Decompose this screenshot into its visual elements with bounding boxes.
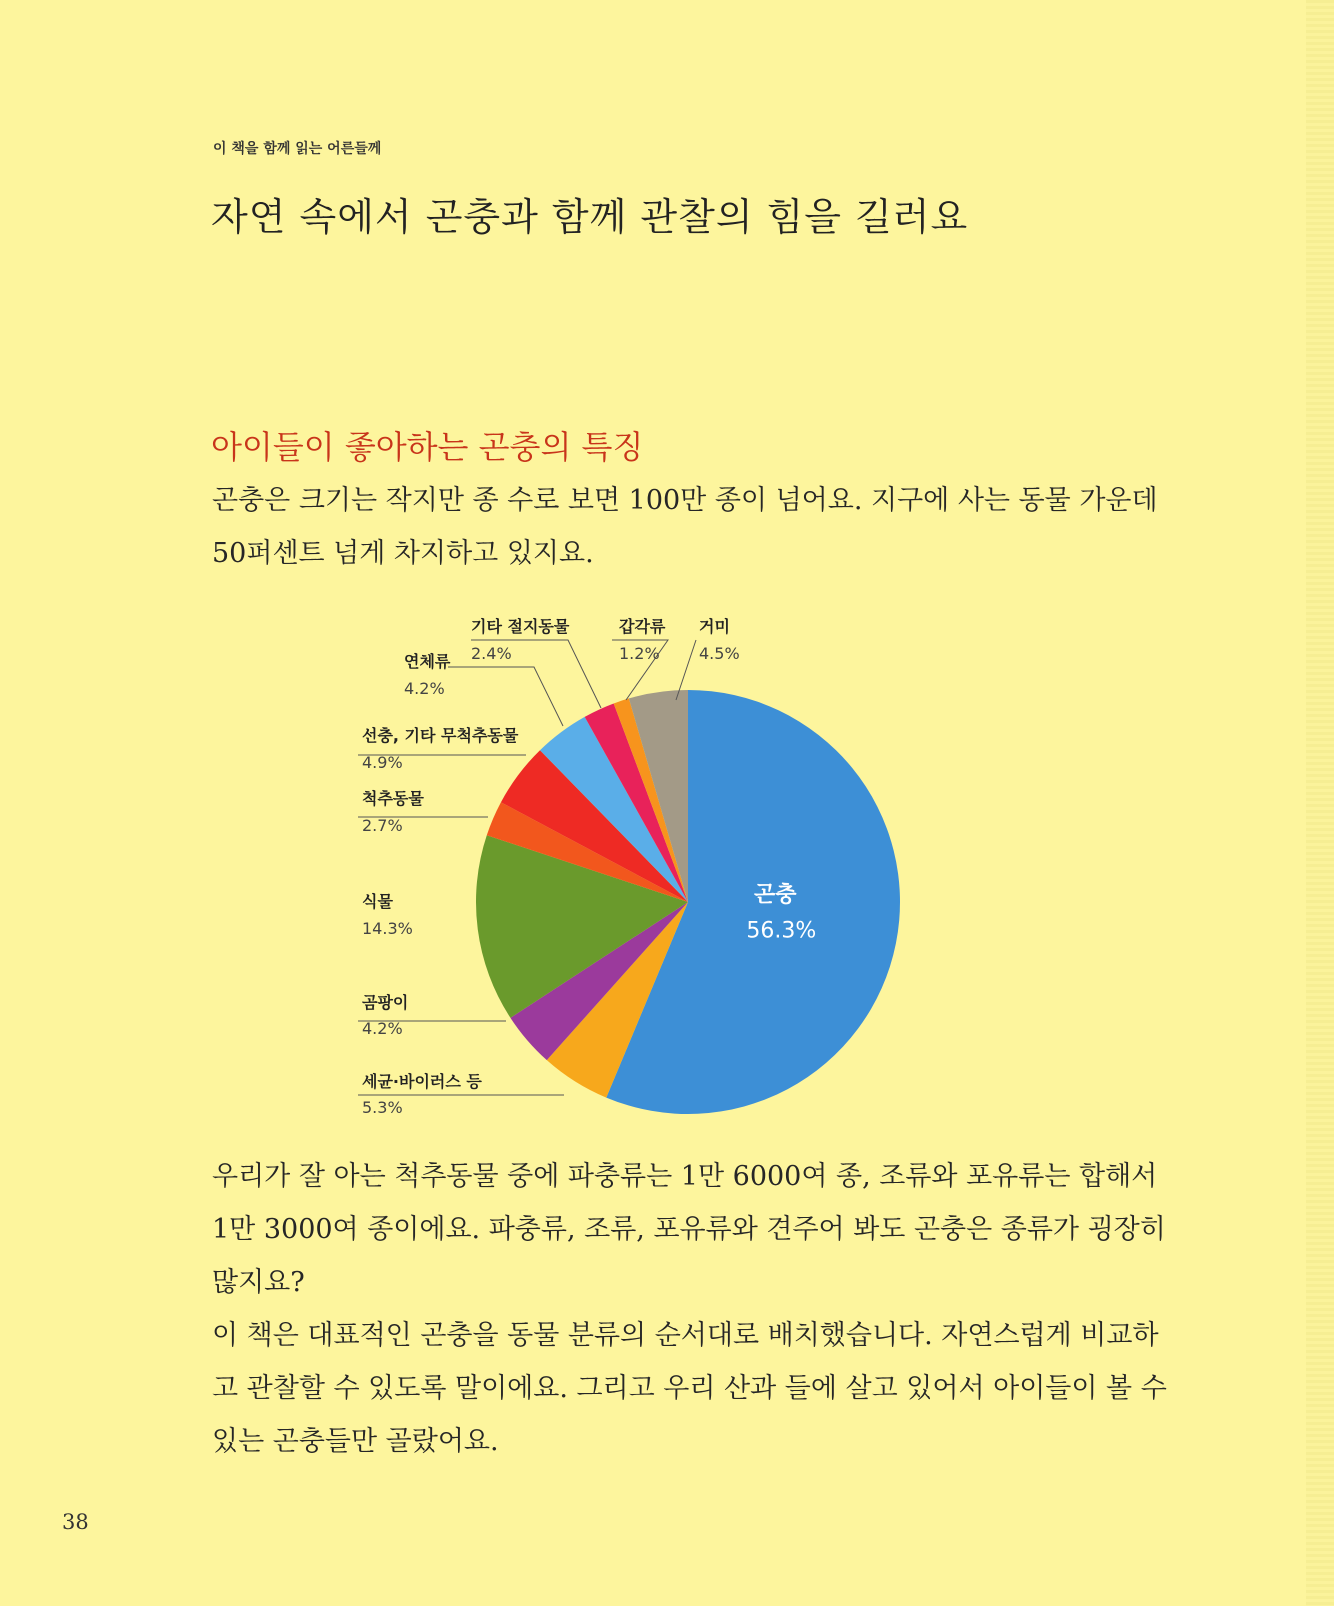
slice-label-value: 1.2% [619,644,660,663]
slice-label-name: 선충, 기타 무척추동물 [362,726,519,745]
intro-text: 곤충은 크기는 작지만 종 수로 보면 100만 종이 넘어요. 지구에 사는 동물 가운데 50퍼센트 넘게 차지하고 있지요. [212,485,1158,569]
page-title: 자연 속에서 곤충과 함께 관찰의 힘을 길러요 [211,195,969,239]
slice-label-name: 거미 [699,617,730,636]
body-text-1: 우리가 잘 아는 척추동물 중에 파충류는 1만 6000여 종, 조류와 포유류는 합해서 1만 3000여 종이에요. 파충류, 조류, 포유류와 견주어 봐도 곤충은 종류가 굉장히 많지요? [212,1161,1166,1298]
slice-label-name: 곰팡이 [362,993,409,1012]
slice-label-value: 2.7% [362,816,403,835]
slice-label-name: 세균·바이러스 등 [362,1072,482,1091]
slice-label-value: 2.4% [471,644,512,663]
body-text-2: 이 책은 대표적인 곤충을 동물 분류의 순서대로 배치했습니다. 자연스럽게 비교하고 관찰할 수 있도록 말이에요. 그리고 우리 산과 들에 살고 있어서 아이들이 볼 수 있는 곤충들만 골랐어요. [212,1320,1167,1457]
slice-label-name: 식물 [362,892,393,911]
leader-line [448,667,563,726]
slice-label-value: 56.3% [746,918,817,944]
slice-label-value: 4.5% [699,644,740,663]
slice-label-name: 곤충 [754,882,797,908]
section-eyebrow: 이 책을 함께 읽는 어른들께 [213,141,382,157]
slice-label-name: 척추동물 [362,789,424,808]
slice-label-value: 4.9% [362,753,403,772]
slice-label-value: 14.3% [362,919,413,938]
slice-label-name: 갑각류 [619,617,666,636]
section-heading: 아이들이 좋아하는 곤충의 특징 [211,428,644,466]
slice-label-name: 기타 절지동물 [471,617,570,636]
slice-label-value: 5.3% [362,1098,403,1117]
slice-label-name: 연체류 [404,652,451,671]
slice-label-value: 4.2% [404,679,445,698]
body-paragraphs [212,1150,1172,1468]
page-number: 38 [62,1510,89,1534]
slice-label-value: 4.2% [362,1019,403,1038]
